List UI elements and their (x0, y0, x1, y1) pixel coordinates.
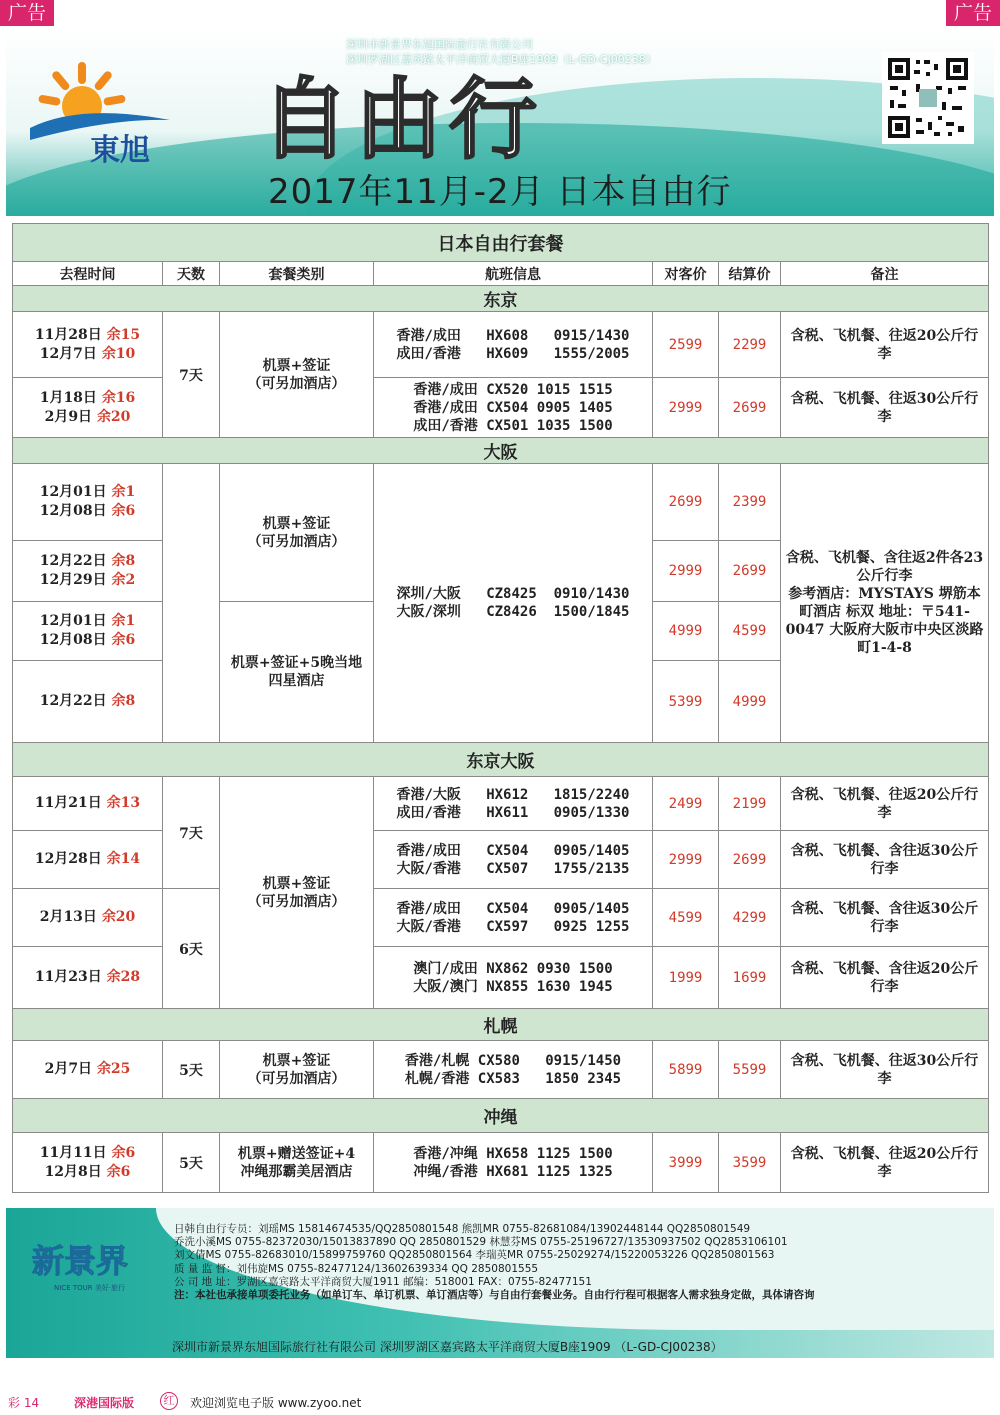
tour-table-wrapper (12, 223, 988, 1193)
page-number: 彩 14 (8, 1396, 40, 1410)
section-sapporo: 札幌 (13, 1009, 989, 1041)
departure-cell: 11月28日 余15 12月7日 余10 (13, 312, 163, 378)
table-title: 日本自由行套餐 (13, 224, 989, 262)
ad-tag-left: 广告 (0, 0, 54, 26)
ad-tag-right: 广告 (946, 0, 1000, 26)
departure-cell: 11月11日 余6 12月8日 余6 (13, 1133, 163, 1193)
settle-cell: 2299 (719, 312, 781, 378)
departure-cell: 12月01日 余1 12月08日 余6 (13, 602, 163, 661)
category-cell: 机票+签证 （可另加酒店） (220, 1041, 374, 1099)
price-cell: 1999 (653, 947, 719, 1009)
note-cell: 含税、飞机餐、往返30公斤行李 (781, 378, 989, 438)
logo-text: 東旭 (90, 133, 150, 168)
price-cell: 5399 (653, 661, 719, 743)
days-cell: 7天 (163, 777, 220, 889)
section-okinawa: 冲绳 (13, 1099, 989, 1133)
contact-note: 注：本社也承接单项委托业务（如单订车、单订机票、单订酒店等）与自由行套餐业务。自由行行程可根据客人需求独身定做，具体请咨询 (174, 1289, 815, 1302)
note-cell: 含税、飞机餐、往返30公斤行李 (781, 1041, 989, 1099)
section-tokyo-osaka: 东京大阪 (13, 743, 989, 777)
dongxu-logo (20, 48, 180, 168)
settle-cell: 3599 (719, 1133, 781, 1193)
col-header-settle: 结算价 (719, 262, 781, 286)
departure-cell: 2月13日 余20 (13, 889, 163, 947)
note-cell: 含税、飞机餐、往返20公斤行李 (781, 312, 989, 378)
price-cell: 4999 (653, 602, 719, 661)
settle-cell: 2699 (719, 378, 781, 438)
tour-table (12, 223, 989, 1193)
col-header-days: 天数 (163, 262, 220, 286)
footer-logo-text: 新景界 (32, 1242, 129, 1280)
footer-banner (6, 1208, 994, 1358)
category-cell: 机票+签证+5晚当地四星酒店 (220, 602, 374, 743)
settle-cell: 2399 (719, 464, 781, 541)
section-osaka: 大阪 (13, 438, 989, 464)
category-cell: 机票+签证 （可另加酒店） (220, 777, 374, 1009)
table-row (13, 378, 989, 438)
flight-cell: 香港/冲绳 HX658 1125 1500 冲绳/香港 HX681 1125 1325 (374, 1133, 653, 1193)
departure-cell: 2月7日 余25 (13, 1041, 163, 1099)
flight-cell: 香港/成田 CX504 0905/1405 大阪/香港 CX507 1755/2135 (374, 831, 653, 889)
price-cell: 5899 (653, 1041, 719, 1099)
table-row (13, 889, 989, 947)
price-cell: 4599 (653, 889, 719, 947)
table-row (13, 464, 989, 541)
price-cell: 2999 (653, 378, 719, 438)
edition-label: 深港国际版 (74, 1396, 135, 1410)
header-banner (6, 28, 994, 216)
departure-cell: 12月28日 余14 (13, 831, 163, 889)
price-cell: 2599 (653, 312, 719, 378)
page-title: 自由行 (261, 68, 544, 171)
nicetour-logo (30, 1236, 156, 1296)
days-cell: 7天 (163, 312, 220, 438)
flight-cell: 香港/札幌 CX580 0915/1450 札幌/香港 CX583 1850 2345 (374, 1041, 653, 1099)
category-cell: 机票+签证 （可另加酒店） (220, 312, 374, 438)
note-cell: 含税、飞机餐、含往返20公斤行李 (781, 947, 989, 1009)
contact-info (174, 1223, 815, 1302)
page-subtitle: 2017年11月-2月 日本自由行 (268, 172, 732, 212)
flight-cell: 香港/成田 CX504 0905/1405 大阪/香港 CX597 0925 1255 (374, 889, 653, 947)
days-cell: 5天 (163, 1133, 220, 1193)
flight-cell: 香港/成田 HX608 0915/1430 成田/香港 HX609 1555/2005 (374, 312, 653, 378)
table-header-row (13, 262, 989, 286)
settle-cell: 2699 (719, 541, 781, 602)
col-header-category: 套餐类别 (220, 262, 374, 286)
departure-cell: 12月22日 余8 12月29日 余2 (13, 541, 163, 602)
settle-cell: 1699 (719, 947, 781, 1009)
flight-cell: 香港/成田 CX520 1015 1515 香港/成田 CX504 0905 1405 成田/香港 CX501 1035 1500 (374, 378, 653, 438)
days-cell: 6天 (163, 889, 220, 1009)
company-info (346, 37, 657, 67)
settle-cell: 5599 (719, 1041, 781, 1099)
note-cell: 含税、飞机餐、往返20公斤行李 (781, 1133, 989, 1193)
price-cell: 2499 (653, 777, 719, 831)
settle-cell: 4299 (719, 889, 781, 947)
days-cell (163, 464, 220, 743)
price-cell: 2999 (653, 831, 719, 889)
table-row (13, 777, 989, 831)
company-name: 深圳市新景界东旭国际旅行社有限公司 (346, 38, 533, 51)
departure-cell: 11月23日 余28 (13, 947, 163, 1009)
table-row (13, 947, 989, 1009)
contact-line: 乔洗小溪MS 0755-82372030/15013837890 QQ 2850801529 林慧芬MS 0755-25196727/13530937502 QQ2853106101 (174, 1236, 788, 1249)
footer-logo-sub: NICE TOUR 美好·旅行 (54, 1284, 126, 1292)
col-header-price: 对客价 (653, 262, 719, 286)
settle-cell: 4999 (719, 661, 781, 743)
note-cell: 含税、飞机餐、含往返2件各23公斤行李 参考酒店：MYSTAYS 堺筋本町酒店 标双 地址：〒541-0047 大阪府大阪市中央区淡路町1-4-8 (781, 464, 989, 743)
price-cell: 3999 (653, 1133, 719, 1193)
price-cell: 2699 (653, 464, 719, 541)
days-cell: 5天 (163, 1041, 220, 1099)
contact-line: 公 司 地 址：罗湖区嘉宾路太平洋商贸大厦1911 邮编：518001 FAX：0755-82477151 (174, 1275, 592, 1288)
col-header-flight: 航班信息 (374, 262, 653, 286)
note-cell: 含税、飞机餐、往返20公斤行李 (781, 777, 989, 831)
flight-cell: 香港/大阪 HX612 1815/2240 成田/香港 HX611 0905/1330 (374, 777, 653, 831)
company-address: 深圳罗湖区嘉宾路太平洋商贸大厦B座1909（L-GD-CJ00238） (346, 53, 657, 66)
note-cell: 含税、飞机餐、含往返30公斤行李 (781, 889, 989, 947)
price-cell: 2999 (653, 541, 719, 602)
flight-cell: 深圳/大阪 CZ8425 0910/1430 大阪/深圳 CZ8426 1500/1845 (374, 464, 653, 743)
qr-code[interactable] (882, 52, 974, 144)
flight-cell: 澳门/成田 NX862 0930 1500 大阪/澳门 NX855 1630 1945 (374, 947, 653, 1009)
table-row (13, 1133, 989, 1193)
table-row (13, 1041, 989, 1099)
settle-cell: 4599 (719, 602, 781, 661)
settle-cell: 2199 (719, 777, 781, 831)
red-mark-icon: 红 (160, 1392, 178, 1410)
departure-cell: 12月01日 余1 12月08日 余6 (13, 464, 163, 541)
section-tokyo: 东京 (13, 286, 989, 312)
departure-cell: 12月22日 余8 (13, 661, 163, 743)
settle-cell: 2699 (719, 831, 781, 889)
page-footer (0, 1392, 1000, 1414)
departure-cell: 11月21日 余13 (13, 777, 163, 831)
note-cell: 含税、飞机餐、含往返30公斤行李 (781, 831, 989, 889)
contact-line: 质 量 监 督：刘伟旋MS 0755-82477124/13602639334 QQ 2850801555 (174, 1262, 539, 1275)
table-row (13, 312, 989, 378)
col-header-note: 备注 (781, 262, 989, 286)
departure-cell: 1月18日 余16 2月9日 余20 (13, 378, 163, 438)
category-cell: 机票+赠送签证+4 冲绳那霸美居酒店 (220, 1133, 374, 1193)
table-row (13, 831, 989, 889)
website-link[interactable]: 欢迎浏览电子版 www.zyoo.net (190, 1396, 362, 1410)
col-header-departure: 去程时间 (13, 262, 163, 286)
contact-line: 日韩自由行专员：刘瑶MS 15814674535/QQ2850801548 熊凯MR 0755-82681084/13902448144 QQ2850801549 (174, 1223, 751, 1235)
category-cell: 机票+签证 （可另加酒店） (220, 464, 374, 602)
contact-line: 刘文倩MS 0755-82683010/15899759760 QQ2850801564 李瑞英MR 0755-25029274/15220053226 QQ2850801563 (174, 1249, 775, 1262)
footer-company-line: 深圳市新景界东旭国际旅行社有限公司 深圳罗湖区嘉宾路太平洋商贸大厦B座1909 （L-GD-CJ00238） (172, 1340, 723, 1354)
